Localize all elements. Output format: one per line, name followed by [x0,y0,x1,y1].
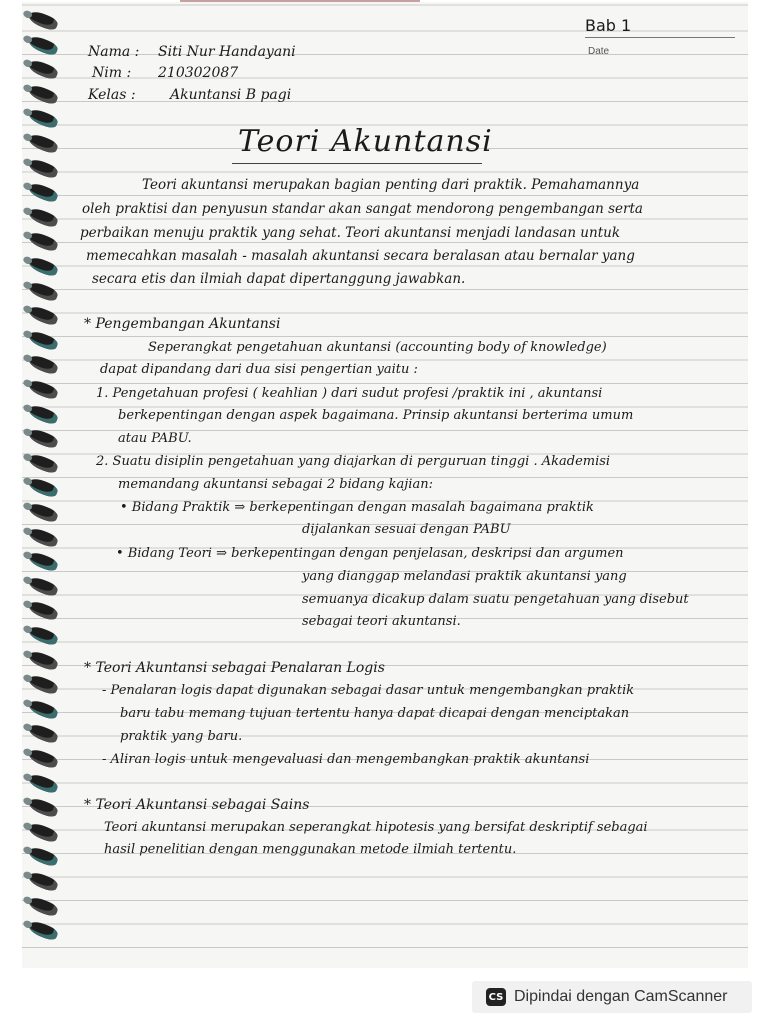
spiral-ring [27,771,60,794]
spiral-ring [27,525,60,548]
spiral-ring [27,329,60,352]
spiral-ring [27,698,60,721]
spiral-ring [27,83,60,106]
spiral-ring [27,402,60,425]
spiral-ring [27,33,60,56]
spiral-ring [27,796,60,819]
intro-line: memecahkan masalah - masalah akuntansi secara beralasan atau bernalar yang [86,248,635,264]
section-line: 2. Suatu disiplin pengetahuan yang diajarkan di perguruan tinggi . Akademisi [96,454,611,469]
spiral-ring [27,9,60,32]
spiral-ring [27,58,60,81]
intro-line: secara etis dan ilmiah dapat dipertanggung jawabkan. [92,271,466,287]
class-value: Akuntansi B pagi [170,87,292,103]
intro-line: oleh praktisi dan penyusun standar akan sangat mendorong pengembangan serta [82,201,643,217]
section-line: dapat dipandang dari dua sisi pengertian yaitu : [100,362,418,377]
spiral-ring [27,599,60,622]
camscanner-icon: CS [486,988,506,1006]
section-heading-penalaran: * Teori Akuntansi sebagai Penalaran Logis [84,660,385,676]
section-heading-sains: * Teori Akuntansi sebagai Sains [84,797,310,813]
spiral-ring [27,550,60,573]
title-underline [232,163,482,164]
spiral-ring [27,747,60,770]
date-label: Date [588,46,610,57]
spiral-ring [27,452,60,475]
nim-value: 210302087 [158,65,239,81]
spiral-ring [27,845,60,868]
section-line: hasil penelitian dengan menggunakan metode ilmiah tertentu. [104,842,517,857]
camscanner-text: Dipindai dengan CamScanner [514,988,728,1005]
section-line: berkepentingan dengan aspek bagaimana. Prinsip akuntansi berterima umum [118,408,634,423]
spiral-ring [27,894,60,917]
spiral-ring [27,206,60,229]
spiral-ring [27,870,60,893]
section-line: atau PABU. [118,431,192,446]
section-line: Teori akuntansi merupakan seperangkat hipotesis yang bersifat deskriptif sebagai [104,820,648,835]
top-edge-strip [180,0,420,2]
section-line: • Bidang Teori ⇒ berkepentingan dengan penjelasan, deskripsi dan argumen [116,546,624,561]
section-line: semuanya dicakup dalam suatu pengetahuan yang disebut [302,592,689,607]
section-line: 1. Pengetahuan profesi ( keahlian ) dari sudut profesi /praktik ini , akuntansi [96,386,603,401]
spiral-ring [27,304,60,327]
spiral-ring [27,575,60,598]
name-label: Nama : [88,44,140,60]
spiral-ring [27,255,60,278]
spiral-ring [27,107,60,130]
chapter-underline [585,37,735,38]
page-title: Teori Akuntansi [238,124,493,159]
intro-line: Teori akuntansi merupakan bagian penting dari praktik. Pemahamannya [142,177,640,193]
section-line: sebagai teori akuntansi. [302,614,461,629]
section-line: dijalankan sesuai dengan PABU [302,522,511,537]
section-heading-pengembangan: * Pengembangan Akuntansi [84,316,281,332]
spiral-ring [27,378,60,401]
spiral-ring [27,624,60,647]
spiral-ring [27,230,60,253]
spiral-ring [27,279,60,302]
section-line: - Penalaran logis dapat digunakan sebagai dasar untuk mengembangkan praktik [102,683,635,698]
section-line: • Bidang Praktik ⇒ berkepentingan dengan masalah bagaimana praktik [120,500,594,515]
camscanner-watermark [472,981,752,1013]
section-line: praktik yang baru. [120,729,243,744]
spiral-ring [27,132,60,155]
chapter-label: Bab 1 [585,16,632,35]
spiral-ring [27,156,60,179]
spiral-ring [27,427,60,450]
class-label: Kelas : [88,87,136,103]
spiral-ring [27,648,60,671]
section-line: Seperangkat pengetahuan akuntansi (accounting body of knowledge) [148,340,607,355]
intro-line: perbaikan menuju praktik yang sehat. Teori akuntansi menjadi landasan untuk [80,225,620,241]
section-line: baru tabu memang tujuan tertentu hanya dapat dicapai dengan menciptakan [120,706,630,721]
section-line: - Aliran logis untuk mengevaluasi dan mengembangkan praktik akuntansi [102,752,590,767]
spiral-ring [27,673,60,696]
spiral-ring [27,919,60,942]
name-value: Siti Nur Handayani [158,44,296,60]
spiral-ring [27,181,60,204]
spiral-ring [27,353,60,376]
spiral-binding [0,0,60,966]
spiral-ring [27,476,60,499]
section-line: yang dianggap melandasi praktik akuntansi yang [302,569,627,584]
spiral-ring [27,821,60,844]
section-line: memandang akuntansi sebagai 2 bidang kajian: [118,477,433,492]
spiral-ring [27,722,60,745]
spiral-ring [27,501,60,524]
nim-label: Nim : [92,65,132,81]
